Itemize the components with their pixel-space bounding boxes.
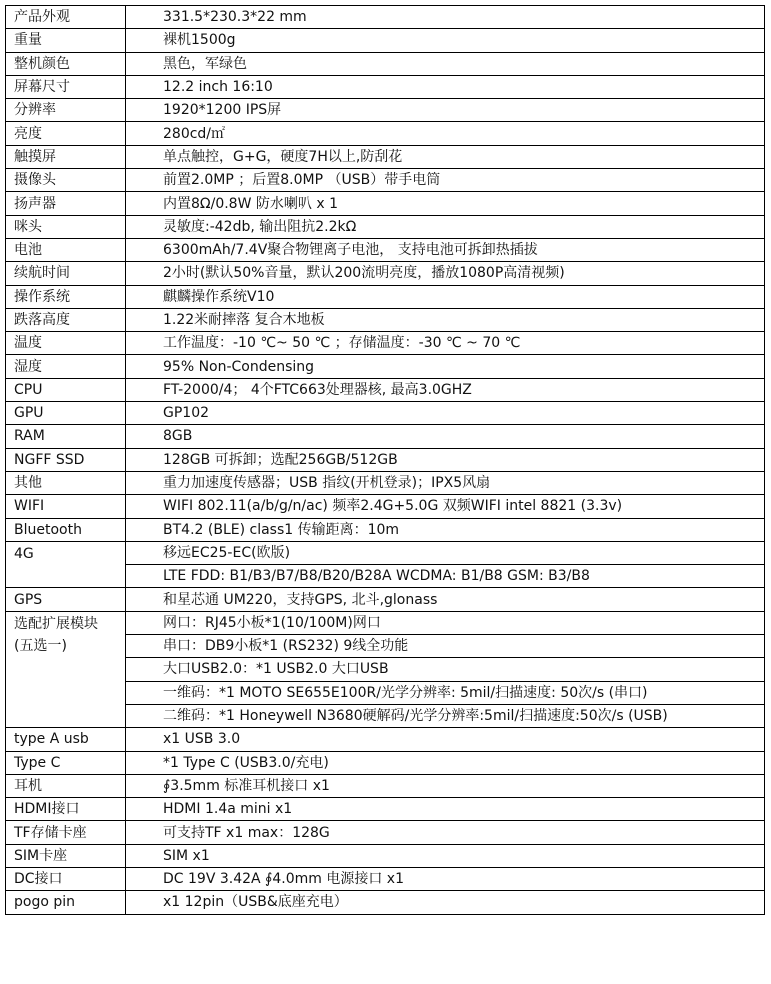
spec-row-gpu: [6, 402, 765, 425]
spec-value: 6300mAh/7.4V聚合物锂离子电池， 支持电池可拆卸热插拔: [126, 238, 765, 261]
spec-value: 2小时(默认50%音量，默认200流明亮度，播放1080P高清视频): [126, 262, 765, 285]
spec-row-4g: [6, 541, 765, 564]
spec-row-camera: [6, 169, 765, 192]
spec-label: 4G: [6, 541, 126, 588]
spec-value: 黑色，军绿色: [126, 52, 765, 75]
spec-row-cpu: [6, 378, 765, 401]
expansion-label-line2: (五选一): [14, 637, 67, 654]
spec-value: BT4.2 (BLE) class1 传输距离：10m: [126, 518, 765, 541]
spec-label: 咪头: [6, 215, 126, 238]
spec-table-body: [6, 6, 765, 915]
spec-label: 跌落高度: [6, 308, 126, 331]
spec-value: 1920*1200 IPS屏: [126, 99, 765, 122]
spec-label: GPU: [6, 402, 126, 425]
spec-label: WIFI: [6, 495, 126, 518]
spec-row-tf-slot: [6, 821, 765, 844]
spec-label: TF存储卡座: [6, 821, 126, 844]
spec-value: 12.2 inch 16:10: [126, 75, 765, 98]
spec-row-microphone: [6, 215, 765, 238]
spec-value: 灵敏度:-42db, 输出阻抗2.2kΩ: [126, 215, 765, 238]
spec-table: [5, 5, 765, 915]
spec-label: 温度: [6, 332, 126, 355]
spec-value: 单点触控，G+G，硬度7H以上,防刮花: [126, 145, 765, 168]
spec-label: 电池: [6, 238, 126, 261]
spec-label: 其他: [6, 471, 126, 494]
spec-row-dc: [6, 867, 765, 890]
spec-value: LTE FDD: B1/B3/B7/B8/B20/B28A WCDMA: B1/B8 GSM: B3/B8: [126, 565, 765, 588]
spec-row-battery-life: [6, 262, 765, 285]
spec-row-drop-height: [6, 308, 765, 331]
spec-value: 和星芯通 UM220，支持GPS, 北斗,glonass: [126, 588, 765, 611]
spec-label-expansion: [6, 611, 126, 727]
spec-label: 续航时间: [6, 262, 126, 285]
spec-value: SIM x1: [126, 844, 765, 867]
spec-value: 移远EC25-EC(欧版): [126, 541, 765, 564]
spec-value: 前置2.0MP ；后置8.0MP （USB）带手电筒: [126, 169, 765, 192]
spec-row-humidity: [6, 355, 765, 378]
spec-row-ssd: [6, 448, 765, 471]
spec-label: 整机颜色: [6, 52, 126, 75]
expansion-option: 网口：RJ45小板*1(10/100M)网口: [126, 611, 765, 634]
spec-value: 裸机1500g: [126, 29, 765, 52]
spec-value: WIFI 802.11(a/b/g/n/ac) 频率2.4G+5.0G 双频WIFI intel 8821 (3.3v): [126, 495, 765, 518]
spec-row-sim-slot: [6, 844, 765, 867]
spec-label: 产品外观: [6, 6, 126, 29]
expansion-label-line1: 选配扩展模块: [14, 615, 98, 632]
spec-value: ∮3.5mm 标准耳机接口 x1: [126, 774, 765, 797]
spec-row-type-a-usb: [6, 728, 765, 751]
spec-label: CPU: [6, 378, 126, 401]
spec-label: Bluetooth: [6, 518, 126, 541]
spec-value: 麒麟操作系统V10: [126, 285, 765, 308]
spec-label: GPS: [6, 588, 126, 611]
spec-row-ram: [6, 425, 765, 448]
spec-value: 1.22米耐摔落 复合木地板: [126, 308, 765, 331]
spec-label: pogo pin: [6, 891, 126, 914]
spec-row-screen-size: [6, 75, 765, 98]
spec-row-os: [6, 285, 765, 308]
spec-label: Type C: [6, 751, 126, 774]
spec-value: HDMI 1.4a mini x1: [126, 798, 765, 821]
spec-value: DC 19V 3.42A ∮4.0mm 电源接口 x1: [126, 867, 765, 890]
expansion-option: 一维码：*1 MOTO SE655E100R/光学分辨率: 5mil/扫描速度: 50次/s (串口): [126, 681, 765, 704]
spec-row-expansion: [6, 611, 765, 634]
spec-label: type A usb: [6, 728, 126, 751]
spec-row-battery: [6, 238, 765, 261]
spec-value: 280cd/㎡: [126, 122, 765, 145]
spec-row-touchscreen: [6, 145, 765, 168]
spec-label: RAM: [6, 425, 126, 448]
spec-row-appearance: [6, 6, 765, 29]
spec-row-speaker: [6, 192, 765, 215]
spec-row-brightness: [6, 122, 765, 145]
spec-row-wifi: [6, 495, 765, 518]
spec-value: *1 Type C (USB3.0/充电): [126, 751, 765, 774]
spec-label: 操作系统: [6, 285, 126, 308]
spec-row-hdmi: [6, 798, 765, 821]
spec-value: 128GB 可拆卸；选配256GB/512GB: [126, 448, 765, 471]
spec-label: 重量: [6, 29, 126, 52]
spec-value: 工作温度：-10 ℃~ 50 ℃ ；存储温度：-30 ℃ ~ 70 ℃: [126, 332, 765, 355]
spec-value: 8GB: [126, 425, 765, 448]
spec-label: 分辨率: [6, 99, 126, 122]
spec-label: 湿度: [6, 355, 126, 378]
spec-value: x1 USB 3.0: [126, 728, 765, 751]
spec-value: FT-2000/4； 4个FTC663处理器核, 最高3.0GHZ: [126, 378, 765, 401]
spec-label: NGFF SSD: [6, 448, 126, 471]
spec-row-headphone: [6, 774, 765, 797]
spec-value: GP102: [126, 402, 765, 425]
spec-row-temperature: [6, 332, 765, 355]
spec-row-other: [6, 471, 765, 494]
spec-value: 可支持TF x1 max：128G: [126, 821, 765, 844]
spec-label: 触摸屏: [6, 145, 126, 168]
spec-row-bluetooth: [6, 518, 765, 541]
spec-row-type-c: [6, 751, 765, 774]
spec-value: 331.5*230.3*22 mm: [126, 6, 765, 29]
spec-label: 亮度: [6, 122, 126, 145]
spec-value: 重力加速度传感器；USB 指纹(开机登录)；IPX5风扇: [126, 471, 765, 494]
spec-label: SIM卡座: [6, 844, 126, 867]
spec-label: 屏幕尺寸: [6, 75, 126, 98]
expansion-option: 大口USB2.0：*1 USB2.0 大口USB: [126, 658, 765, 681]
spec-label: HDMI接口: [6, 798, 126, 821]
spec-value: 95% Non-Condensing: [126, 355, 765, 378]
spec-label: 扬声器: [6, 192, 126, 215]
spec-value: x1 12pin（USB&底座充电）: [126, 891, 765, 914]
spec-label: 耳机: [6, 774, 126, 797]
spec-value: 内置8Ω/0.8W 防水喇叭 x 1: [126, 192, 765, 215]
spec-label: DC接口: [6, 867, 126, 890]
spec-row-resolution: [6, 99, 765, 122]
expansion-option: 二维码：*1 Honeywell N3680硬解码/光学分辨率:5mil/扫描速度:50次/s (USB): [126, 704, 765, 727]
spec-row-weight: [6, 29, 765, 52]
expansion-option: 串口：DB9小板*1 (RS232) 9线全功能: [126, 635, 765, 658]
spec-label: 摄像头: [6, 169, 126, 192]
spec-row-color: [6, 52, 765, 75]
spec-row-pogo-pin: [6, 891, 765, 914]
spec-row-gps: [6, 588, 765, 611]
